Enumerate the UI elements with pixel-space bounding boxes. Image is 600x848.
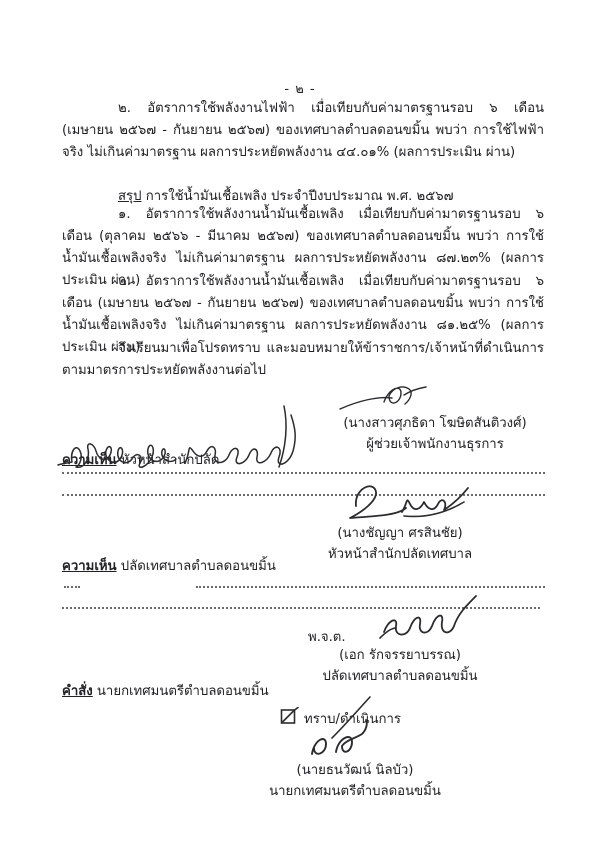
- order-line: [62, 682, 269, 702]
- mayor-signature: [298, 694, 422, 766]
- acknowledge-label: ทราบ/ดำเนินการ: [304, 712, 401, 727]
- assistant-clerk-block: [325, 413, 545, 455]
- paragraph-electricity-2: ๒. อัตราการใช้พลังงานไฟฟ้า เมื่อเทียบกับค่ามาตรฐานรอบ ๖ เดือน (เมษายน ๒๕๖๗ - กันยายน ๒๕๖๗) ของเทศบาลตำบลดอนขมิ้น พบว่า การใช้ไฟฟ้าจริง ไม่เกินค่ามาตรฐาน ผลการประหยัดพลังงาน ๔๔.๐๑% (ผลการประเมิน ผ่าน): [62, 101, 544, 160]
- dotted-line: [196, 586, 545, 588]
- summary-label: สรุป: [118, 189, 142, 204]
- municipal-clerk-name: (เอก รักจรรยาบรรณ): [339, 648, 461, 663]
- office-head-name: (นางชัญญา ศรสินชัย): [337, 526, 463, 541]
- summary-text: การใช้น้ำมันเชื้อเพลิง ประจำปีงบประมาณ พ.ศ. ๒๕๖๗: [145, 189, 454, 204]
- municipal-clerk-block: [310, 645, 490, 687]
- opinion-clerk-text: ปลัดเทศบาลตำบลดอนขมิ้น: [120, 559, 276, 574]
- paragraph-fuel-1: ๑. อัตราการใช้พลังงานน้ำมันเชื้อเพลิง เมื่อเทียบกับค่ามาตรฐานรอบ ๖ เดือน (ตุลาคม ๒๕๖๖ - มีนาคม ๒๕๖๗) ของเทศบาลตำบลดอนขมิ้น พบว่า การใช้น้ำมันเชื้อเพลิงจริง ไม่เกินค่ามาตรฐาน ผลการประหยัดพลังงาน ๘๗.๒๓% (ผลการประเมิน ผ่าน): [62, 207, 544, 288]
- closing-paragraph: จึงเรียนมาเพื่อโปรดทราบ และมอบหมายให้ข้าราชการ/เจ้าหน้าที่ดำเนินการตามมาตรการประหยัดพลังงานต่อไป: [62, 341, 544, 378]
- mayor-name: (นายธนวัฒน์ นิลบัว): [296, 763, 414, 778]
- assistant-clerk-title: ผู้ช่วยเจ้าพนักงานธุรการ: [366, 437, 504, 452]
- assistant-clerk-name: (นางสาวศุภธิดา โฆษิตสันติวงศ์): [343, 416, 527, 431]
- paragraph-fuel-2: ๒. อัตราการใช้พลังงานน้ำมันเชื้อเพลิง เมื่อเทียบกับค่ามาตรฐานรอบ ๖ เดือน (เมษายน ๒๕๖๗ - กันยายน ๒๕๖๗) ของเทศบาลตำบลดอนขมิ้น พบว่า การใช้น้ำมันเชื้อเพลิงจริง ไม่เกินค่ามาตรฐาน ผลการประหยัดพลังงาน ๘๑.๒๕% (ผลการประเมิน ผ่าน): [62, 274, 544, 355]
- office-head-signature: [342, 476, 478, 528]
- opinion-municipal-clerk: [62, 557, 276, 577]
- municipal-clerk-rank: พ.จ.ต.: [308, 630, 346, 645]
- mayor-block: [265, 760, 445, 802]
- municipal-clerk-signature: [378, 594, 480, 646]
- office-head-block: [310, 523, 490, 565]
- opinion-head-text: หัวหน้าสำนักปลัด: [120, 453, 220, 468]
- opinion-clerk-label: ความเห็น: [62, 559, 117, 574]
- dotted-line: [64, 586, 80, 588]
- office-head-title: หัวหน้าสำนักปลัดเทศบาล: [327, 547, 473, 562]
- mayor-title: นายกเทศมนตรีตำบลดอนขมิ้น: [269, 784, 441, 799]
- page-number: - ๒ -: [284, 82, 316, 97]
- dotted-line: [62, 472, 545, 474]
- order-label: คำสั่ง: [62, 684, 93, 699]
- order-text: นายกเทศมนตรีตำบลดอนขมิ้น: [96, 684, 269, 699]
- municipal-clerk-title: ปลัดเทศบาลตำบลดอนขมิ้น: [322, 669, 478, 684]
- assistant-clerk-signature: [338, 383, 442, 415]
- opinion-head-label: ความเห็น: [62, 453, 117, 468]
